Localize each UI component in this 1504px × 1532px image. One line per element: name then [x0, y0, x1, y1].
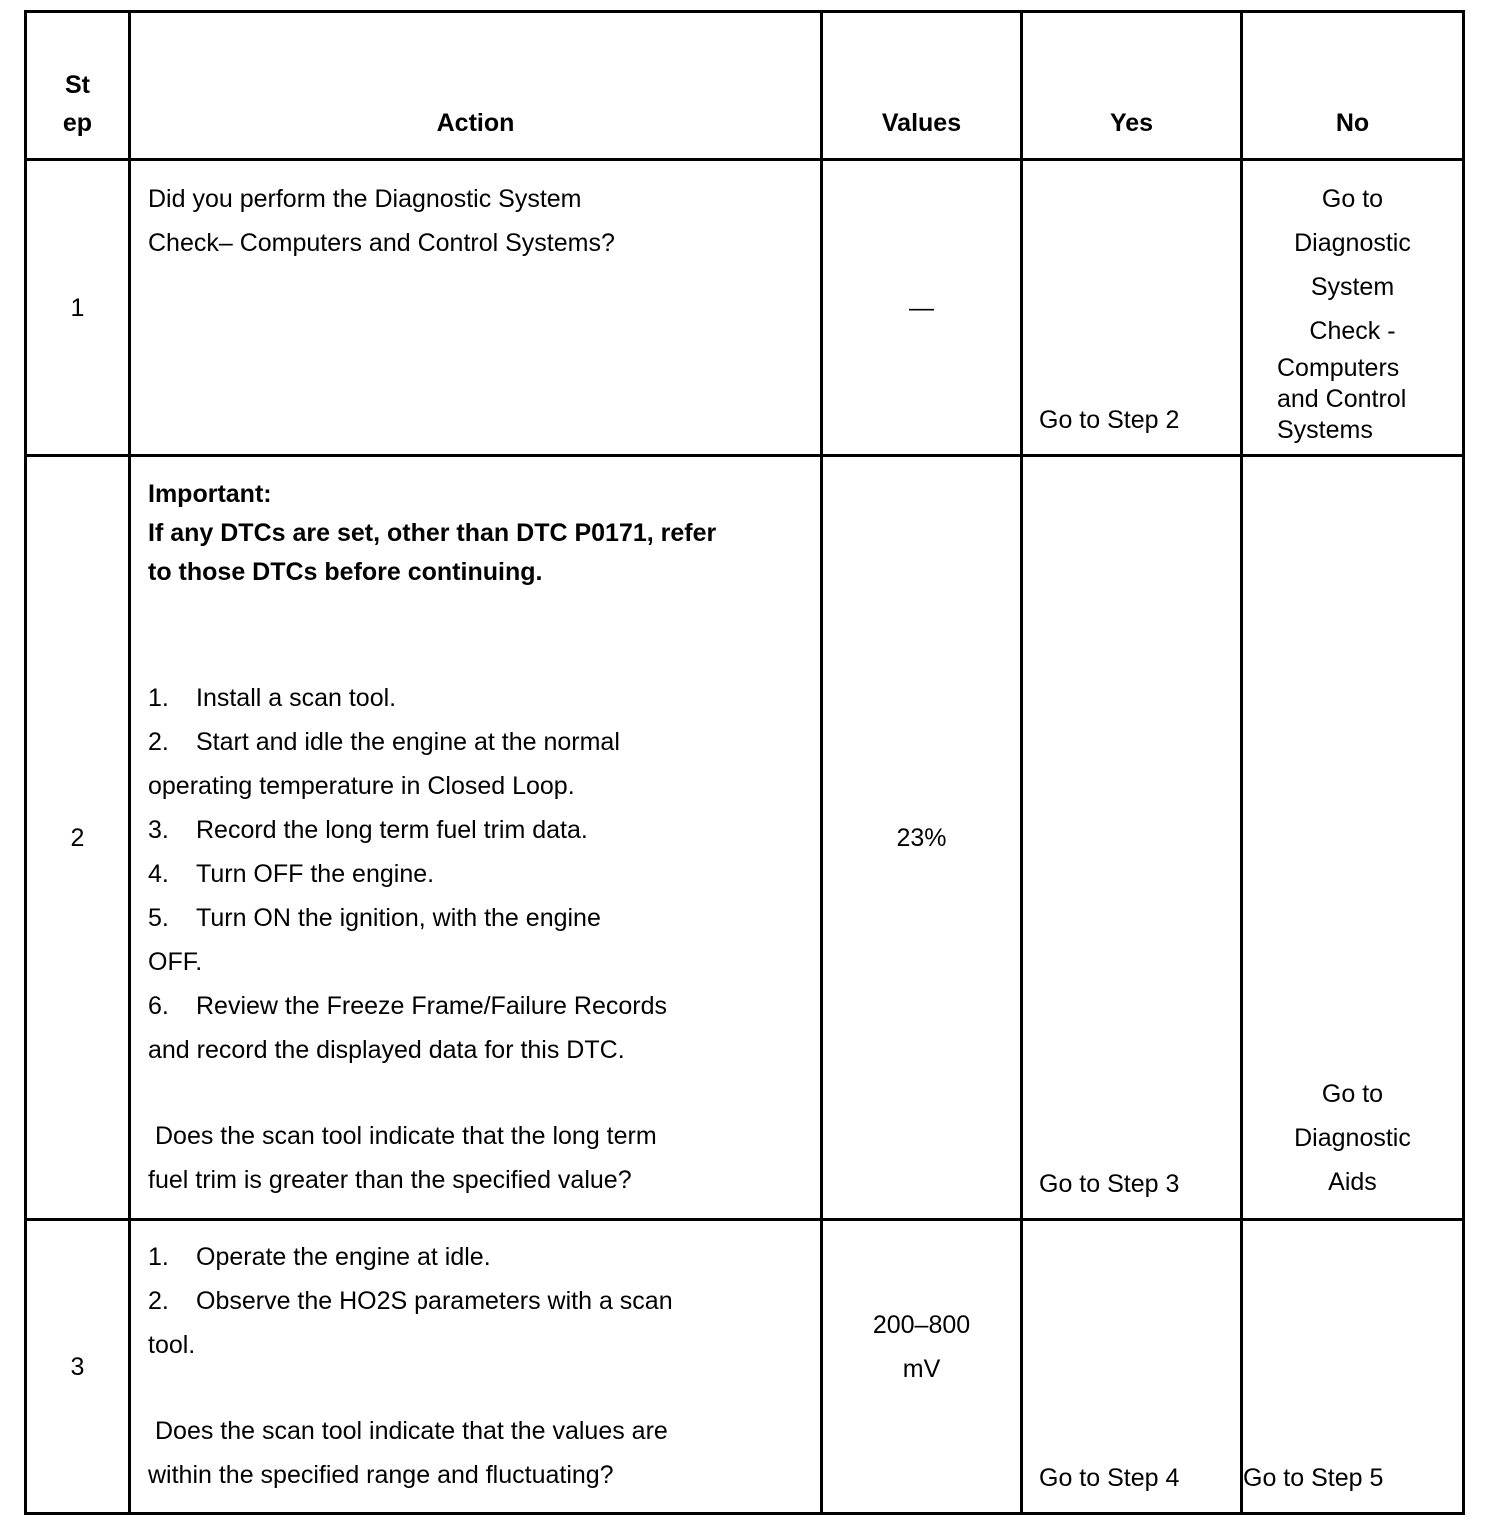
header-step: St ep: [26, 12, 130, 160]
values-cell: 23%: [822, 456, 1022, 1220]
list-item: 3. Record the long term fuel trim data.: [148, 816, 588, 844]
no-line: Go to: [1321, 185, 1384, 213]
values-line: mV: [902, 1354, 941, 1383]
action-line: Check– Computers and Control Systems?: [148, 229, 615, 257]
list-item: 1. Operate the engine at idle.: [148, 1243, 491, 1271]
table-row: [26, 1220, 1464, 1514]
no-line: Systems: [1277, 416, 1373, 444]
list-item: 5. Turn ON the ignition, with the engine: [148, 904, 601, 932]
header-values: Values: [822, 12, 1022, 160]
values-line: 200–800: [872, 1310, 971, 1339]
list-item-cont: tool.: [148, 1331, 196, 1359]
list-item-cont: operating temperature in Closed Loop.: [148, 772, 575, 800]
header-row: [26, 12, 1464, 160]
important-label: Important:: [148, 480, 272, 508]
list-item: 2. Start and idle the engine at the normal: [148, 728, 620, 756]
action-line: Did you perform the Diagnostic System: [148, 185, 582, 213]
no-cell: [1242, 160, 1464, 456]
list-item: 4. Turn OFF the engine.: [148, 860, 435, 888]
no-line: Go to: [1321, 1080, 1384, 1108]
yes-cell: Go to Step 3: [1022, 456, 1242, 1220]
list-item: 6. Review the Freeze Frame/Failure Records: [148, 992, 667, 1020]
no-line: Diagnostic: [1294, 1124, 1411, 1152]
no-line: Aids: [1328, 1168, 1377, 1196]
header-action: Action: [130, 12, 822, 160]
no-line: System: [1310, 273, 1395, 301]
question-line: Does the scan tool indicate that the long term: [155, 1122, 657, 1150]
values-cell: [822, 1220, 1022, 1514]
important-text: to those DTCs before continuing.: [148, 558, 543, 586]
no-cell: Go to Step 5: [1242, 1220, 1464, 1514]
yes-cell: Go to Step 2: [1022, 160, 1242, 456]
header-no: No: [1242, 12, 1464, 160]
action-cell: [130, 456, 822, 1220]
values-cell: —: [822, 160, 1022, 456]
list-item: 2. Observe the HO2S parameters with a scan: [148, 1287, 673, 1315]
table-row: [26, 160, 1464, 456]
question-line: within the specified range and fluctuating?: [148, 1461, 614, 1489]
no-line: Diagnostic: [1294, 229, 1411, 257]
yes-cell: Go to Step 4: [1022, 1220, 1242, 1514]
step-number: 1: [26, 160, 130, 456]
action-cell: [130, 1220, 822, 1514]
question-line: fuel trim is greater than the specified value?: [148, 1166, 632, 1194]
no-line: Check -: [1309, 317, 1396, 345]
list-item-cont: OFF.: [148, 948, 203, 976]
action-cell: [130, 160, 822, 456]
list-item-cont: and record the displayed data for this DTC.: [148, 1036, 625, 1064]
question-line: Does the scan tool indicate that the values are: [155, 1417, 668, 1445]
step-number: 2: [26, 456, 130, 1220]
step-number: 3: [26, 1220, 130, 1514]
no-cell: [1242, 456, 1464, 1220]
important-text: If any DTCs are set, other than DTC P0171, refer: [148, 519, 717, 547]
no-line: Computers: [1277, 354, 1400, 382]
table-row: [26, 456, 1464, 1220]
no-line: and Control: [1277, 385, 1407, 413]
list-item: 1. Install a scan tool.: [148, 684, 397, 712]
header-yes: Yes: [1022, 12, 1242, 160]
diagnostic-table: [24, 10, 1465, 1515]
